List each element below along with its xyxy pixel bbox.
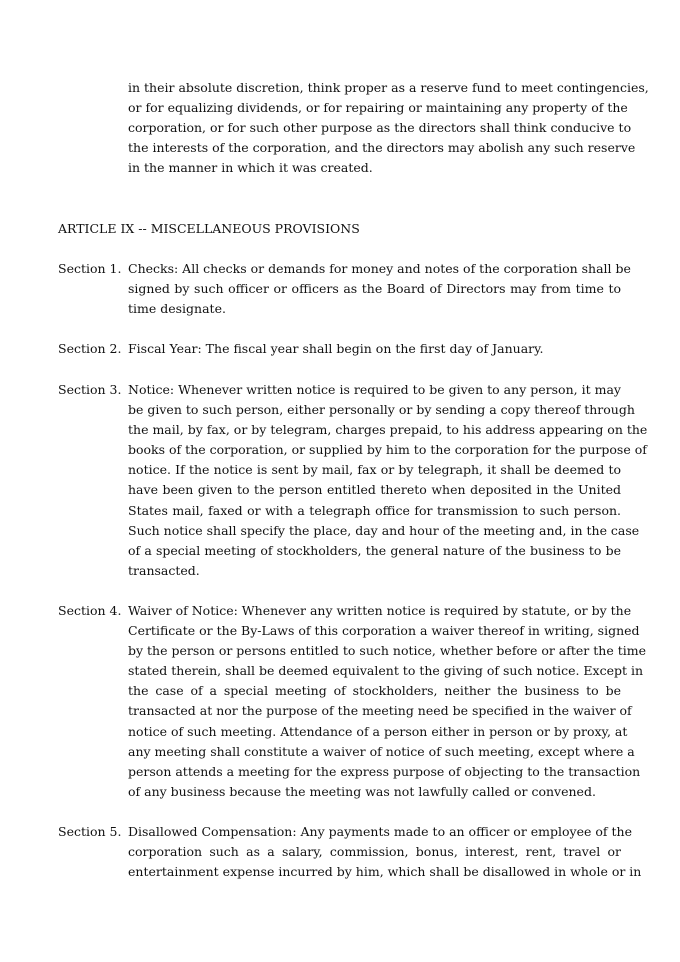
- paragraph-line: any meeting shall constitute a waiver of notice of such meeting, except where a: [128, 743, 635, 759]
- section-2-body: [128, 339, 621, 359]
- paragraph-line: notice. If the notice is sent by mail, fax or by telegraph, it shall be deemed to: [128, 462, 621, 478]
- paragraph-line: Such notice shall specify the place, day and hour of the meeting and, in the case: [128, 522, 640, 538]
- article-heading: ARTICLE IX -- MISCELLANEOUS PROVISIONS: [58, 221, 360, 236]
- continuation-paragraph: [128, 78, 649, 178]
- paragraph-line: stated therein, shall be deemed equivalent to the giving of such notice. Except in: [128, 663, 644, 679]
- section-3-body: [128, 380, 648, 581]
- paragraph-line: in their absolute discretion, think proper as a reserve fund to meet contingencies,: [128, 80, 649, 95]
- paragraph-line: of a special meeting of stockholders, the general nature of the business to be: [128, 542, 621, 558]
- paragraph-line: Checks: All checks or demands for money and notes of the corporation shall be: [128, 261, 631, 276]
- paragraph-line: Certificate or the By-Laws of this corporation a waiver thereof in writing, signed: [128, 623, 640, 639]
- paragraph-line: the mail, by fax, or by telegram, charges prepaid, to his address appearing on the: [128, 422, 648, 438]
- section-5-label: Section 5.: [58, 824, 122, 839]
- section-3-label: Section 3.: [58, 382, 122, 397]
- paragraph-line: notice of such meeting. Attendance of a person either in person or by proxy, at: [128, 723, 628, 739]
- paragraph-line: Notice: Whenever written notice is required to be given to any person, it may: [128, 382, 621, 397]
- paragraph-line: Waiver of Notice: Whenever any written notice is required by statute, or by the: [128, 603, 632, 618]
- paragraph-line: signed by such officer or officers as the Board of Directors may from time to: [128, 281, 621, 297]
- paragraph-line: the case of a special meeting of stockholders, neither the business to be: [128, 683, 621, 699]
- paragraph-line: books of the corporation, or supplied by him to the corporation for the purpose of: [128, 442, 647, 458]
- paragraph-line: corporation, or for such other purpose as the directors shall think conducive to: [128, 120, 632, 136]
- paragraph-line: time designate.: [128, 301, 226, 317]
- paragraph-line: Fiscal Year: The fiscal year shall begin on the first day of January.: [128, 341, 544, 356]
- paragraph-line: in the manner in which it was created.: [128, 160, 373, 176]
- paragraph-line: person attends a meeting for the express purpose of objecting to the transaction: [128, 763, 641, 779]
- paragraph-line: transacted at nor the purpose of the meeting need be specified in the waiver of: [128, 703, 632, 719]
- section-1-body: [128, 259, 631, 319]
- paragraph-line: or for equalizing dividends, or for repairing or maintaining any property of the: [128, 100, 628, 116]
- paragraph-line: have been given to the person entitled thereto when deposited in the United: [128, 482, 621, 498]
- paragraph-line: be given to such person, either personally or by sending a copy thereof through: [128, 402, 635, 418]
- section-4-body: [128, 601, 646, 802]
- section-5-body: [128, 822, 642, 882]
- paragraph-line: Disallowed Compensation: Any payments made to an officer or employee of the: [128, 824, 632, 839]
- paragraph-line: transacted.: [128, 562, 200, 578]
- paragraph-line: entertainment expense incurred by him, which shall be disallowed in whole or in: [128, 864, 642, 880]
- paragraph-line: by the person or persons entitled to such notice, whether before or after the time: [128, 643, 646, 659]
- paragraph-line: corporation such as a salary, commission, bonus, interest, rent, travel or: [128, 844, 621, 860]
- section-2-label: Section 2.: [58, 341, 122, 356]
- paragraph-line: the interests of the corporation, and the directors may abolish any such reserve: [128, 140, 636, 156]
- paragraph-line: of any business because the meeting was not lawfully called or convened.: [128, 783, 596, 799]
- section-4-label: Section 4.: [58, 603, 122, 618]
- paragraph-line: States mail, faxed or with a telegraph office for transmission to such person.: [128, 502, 621, 518]
- section-1-label: Section 1.: [58, 261, 122, 276]
